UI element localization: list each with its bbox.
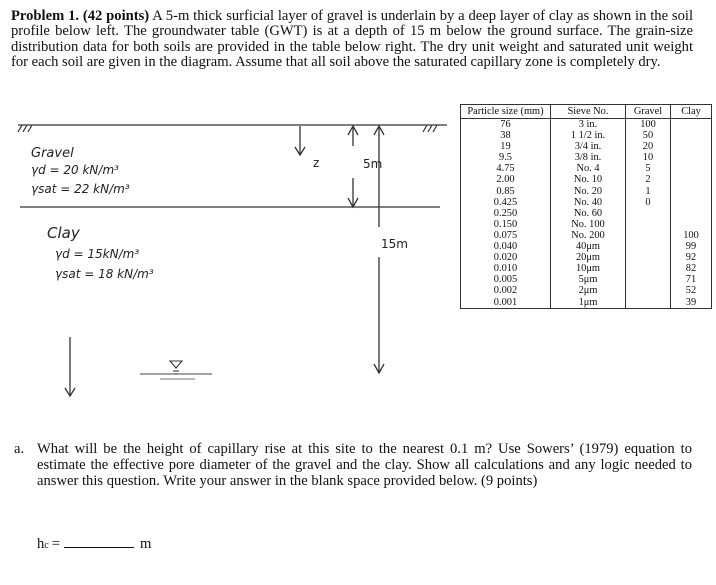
table-row: [461, 241, 712, 252]
clay-label: Clay: [47, 224, 80, 242]
cell-clay: 39: [671, 297, 712, 309]
cell-gravel: 5: [626, 163, 671, 174]
answer-line: [37, 535, 151, 553]
cell-gravel: 0: [626, 197, 671, 208]
water-table-symbol: [170, 361, 182, 374]
grain-size-table: [460, 104, 712, 309]
cell-clay: 52: [671, 285, 712, 296]
table-row: [461, 285, 712, 296]
cell-gravel: [626, 263, 671, 274]
grain-table-body: [461, 119, 712, 309]
cell-sieve-no: 2μm: [551, 285, 626, 296]
cell-particle-size: 76: [461, 119, 551, 131]
cell-particle-size: 0.85: [461, 186, 551, 197]
cell-clay: [671, 163, 712, 174]
cell-clay: [671, 197, 712, 208]
cell-clay: [671, 130, 712, 141]
cell-particle-size: 0.001: [461, 297, 551, 309]
depth-arrow-left: [65, 337, 75, 396]
cell-sieve-no: No. 60: [551, 208, 626, 219]
problem-heading: Problem 1. (42 points): [11, 8, 150, 24]
clay-dry-unit-weight: γd = 15kN/m³: [55, 247, 140, 261]
cell-sieve-no: No. 20: [551, 186, 626, 197]
cell-clay: [671, 141, 712, 152]
soil-profile-diagram: [0, 112, 460, 412]
question-a: [14, 441, 692, 490]
dim-5m-arrows: [348, 126, 358, 207]
cell-clay: [671, 152, 712, 163]
cell-gravel: 20: [626, 141, 671, 152]
col-particle-size: Particle size (mm): [461, 105, 551, 119]
cell-particle-size: 0.005: [461, 274, 551, 285]
cell-particle-size: 38: [461, 130, 551, 141]
dim-5m-label: 5m: [363, 157, 383, 171]
dim-15m-label: 15m: [381, 237, 408, 251]
cell-particle-size: 0.020: [461, 252, 551, 263]
table-header-row: [461, 105, 712, 119]
problem-statement: [11, 9, 693, 71]
cell-particle-size: 4.75: [461, 163, 551, 174]
cell-clay: [671, 119, 712, 131]
clay-sat-unit-weight: γsat = 18 kN/m³: [55, 267, 154, 281]
cell-sieve-no: 1μm: [551, 297, 626, 309]
cell-gravel: [626, 208, 671, 219]
answer-subscript: c: [44, 540, 49, 551]
cell-sieve-no: 5μm: [551, 274, 626, 285]
cell-sieve-no: No. 10: [551, 174, 626, 185]
cell-particle-size: 0.010: [461, 263, 551, 274]
cell-gravel: 10: [626, 152, 671, 163]
cell-sieve-no: No. 200: [551, 230, 626, 241]
cell-gravel: [626, 219, 671, 230]
cell-particle-size: 0.150: [461, 219, 551, 230]
ground-surface: [18, 125, 447, 132]
cell-sieve-no: No. 100: [551, 219, 626, 230]
table-row: [461, 208, 712, 219]
cell-particle-size: 0.075: [461, 230, 551, 241]
cell-particle-size: 19: [461, 141, 551, 152]
cell-particle-size: 0.250: [461, 208, 551, 219]
table-row: [461, 119, 712, 131]
answer-equals: =: [51, 536, 60, 552]
cell-particle-size: 2.00: [461, 174, 551, 185]
col-gravel: Gravel: [626, 105, 671, 119]
cell-gravel: 2: [626, 174, 671, 185]
cell-particle-size: 0.002: [461, 285, 551, 296]
answer-blank[interactable]: [64, 535, 134, 548]
cell-gravel: [626, 285, 671, 296]
cell-clay: 71: [671, 274, 712, 285]
cell-sieve-no: 20μm: [551, 252, 626, 263]
answer-symbol: h: [37, 536, 45, 552]
col-clay: Clay: [671, 105, 712, 119]
cell-gravel: [626, 252, 671, 263]
cell-clay: 99: [671, 241, 712, 252]
cell-particle-size: 0.040: [461, 241, 551, 252]
cell-sieve-no: No. 40: [551, 197, 626, 208]
cell-gravel: 50: [626, 130, 671, 141]
table-row: [461, 274, 712, 285]
table-row: [461, 163, 712, 174]
cell-gravel: [626, 297, 671, 309]
table-row: [461, 141, 712, 152]
cell-gravel: 1: [626, 186, 671, 197]
z-label: z: [313, 156, 320, 170]
table-row: [461, 152, 712, 163]
cell-clay: 100: [671, 230, 712, 241]
table-row: [461, 186, 712, 197]
problem-text: A 5-m thick surficial layer of gravel is underlain by a deep layer of clay as shown in the soil profile below left. The groundwater table (GWT) is at a depth of 15 m below the ground surface. The grain-size distribution data for both soils are provided in the table below right. The dry unit weight and saturated unit weight for each soil are given in the diagram. Assume that all soil above the saturated capillary zone is completely dry.: [11, 8, 694, 71]
table-row: [461, 263, 712, 274]
cell-sieve-no: 1 1/2 in.: [551, 130, 626, 141]
cell-gravel: [626, 241, 671, 252]
cell-particle-size: 0.425: [461, 197, 551, 208]
gravel-label: Gravel: [31, 146, 74, 161]
cell-clay: 82: [671, 263, 712, 274]
col-sieve-no: Sieve No.: [551, 105, 626, 119]
table-row: [461, 219, 712, 230]
gravel-dry-unit-weight: γd = 20 kN/m³: [31, 163, 119, 177]
question-label: a.: [14, 441, 25, 457]
cell-clay: [671, 208, 712, 219]
table-row: [461, 130, 712, 141]
cell-sieve-no: 10μm: [551, 263, 626, 274]
cell-gravel: [626, 230, 671, 241]
cell-gravel: [626, 274, 671, 285]
answer-unit: m: [139, 536, 152, 552]
cell-clay: [671, 186, 712, 197]
cell-sieve-no: 40μm: [551, 241, 626, 252]
table-row: [461, 197, 712, 208]
cell-clay: 92: [671, 252, 712, 263]
cell-sieve-no: 3/8 in.: [551, 152, 626, 163]
cell-sieve-no: 3 in.: [551, 119, 626, 131]
table-row: [461, 252, 712, 263]
gravel-sat-unit-weight: γsat = 22 kN/m³: [31, 182, 130, 196]
table-row: [461, 174, 712, 185]
cell-clay: [671, 174, 712, 185]
cell-sieve-no: No. 4: [551, 163, 626, 174]
z-arrow: [295, 126, 305, 155]
table-row: [461, 230, 712, 241]
cell-gravel: 100: [626, 119, 671, 131]
cell-sieve-no: 3/4 in.: [551, 141, 626, 152]
question-text: What will be the height of capillary rise at this site to the nearest 0.1 m? Use Sowers’ (1979) equation to estimate the effective pore diameter of the gravel and the clay. Show all calculations and any logic needed to answer this question. Write your answer in the blank space provided below. (9 points): [37, 441, 692, 490]
cell-particle-size: 9.5: [461, 152, 551, 163]
table-row: [461, 297, 712, 309]
cell-clay: [671, 219, 712, 230]
